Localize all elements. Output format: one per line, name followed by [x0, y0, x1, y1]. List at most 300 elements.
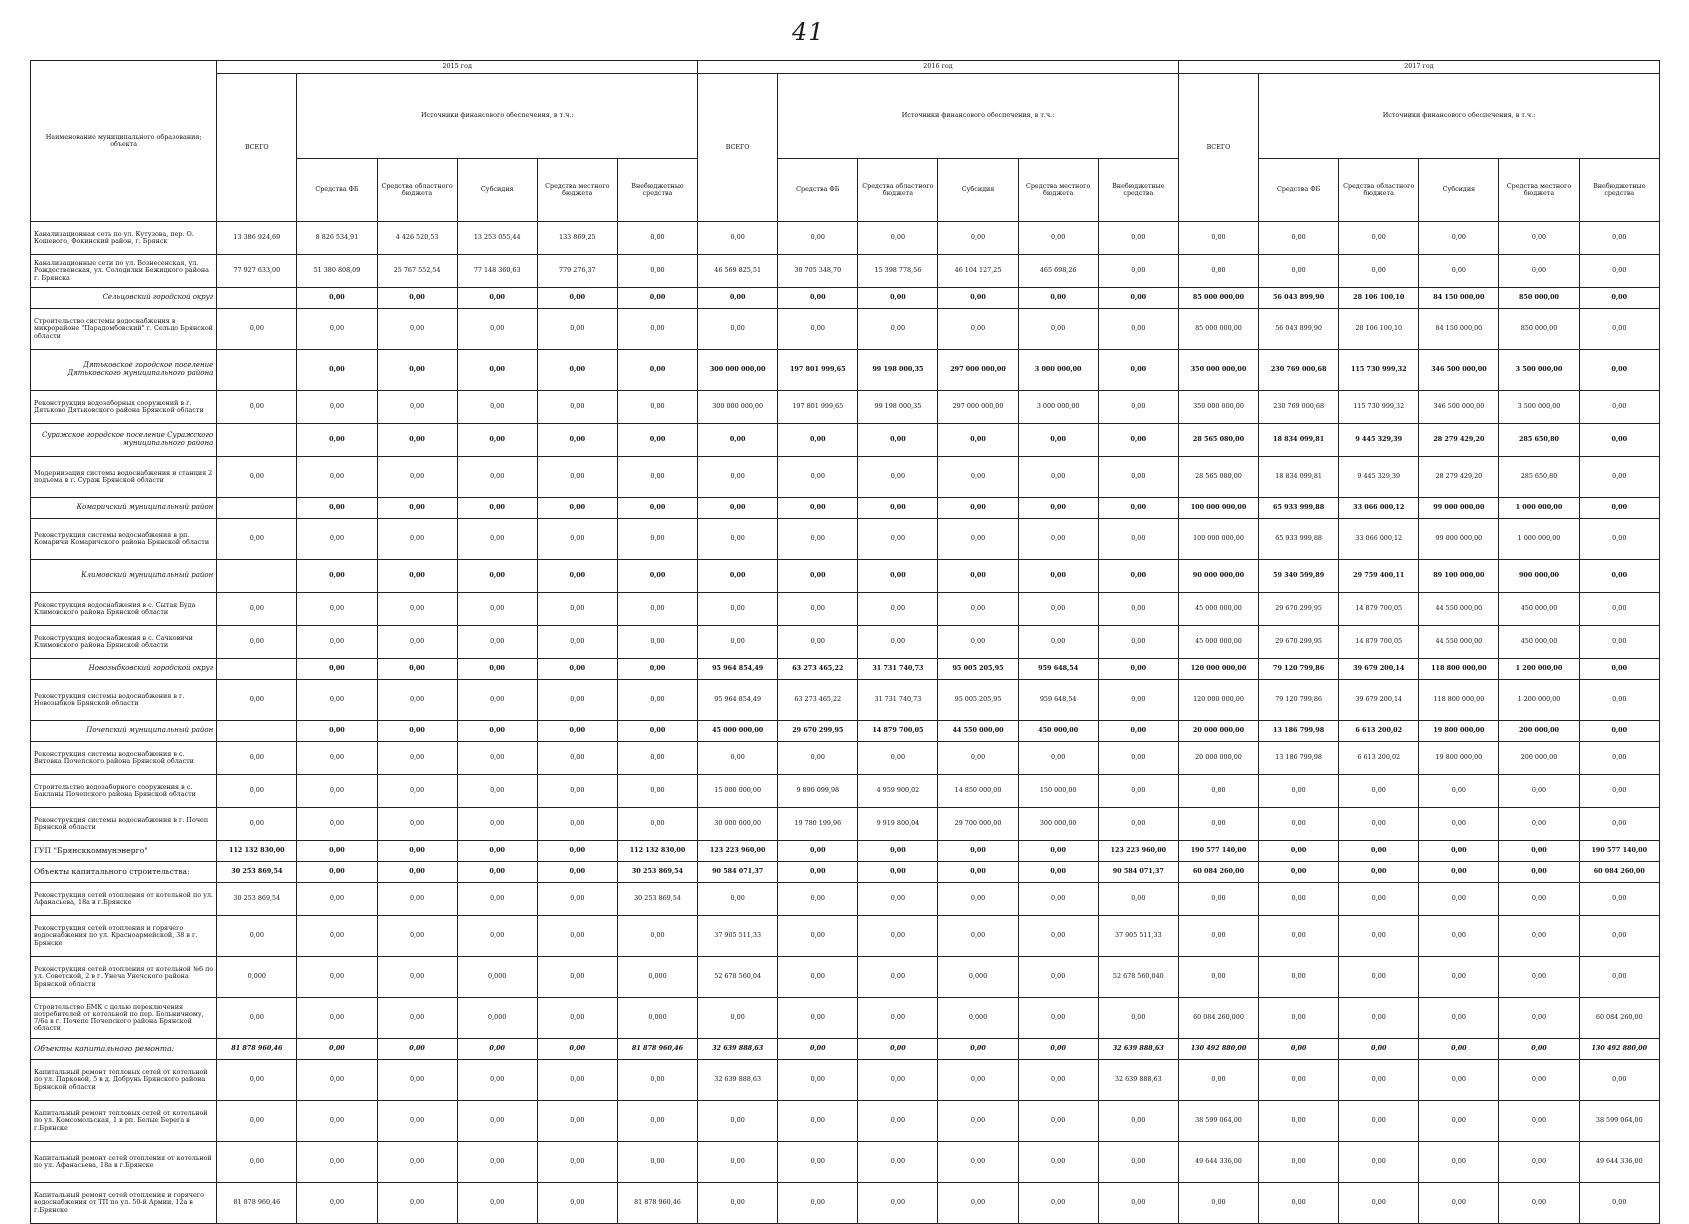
row-name-cell: Реконструкция сетей отопления от котельной по ул. Афанасьева, 18а в г.Брянске [31, 883, 217, 916]
value-cell: 32 639 888,63 [1098, 1060, 1178, 1101]
value-cell: 0,00 [1499, 808, 1579, 841]
value-cell: 0,00 [1018, 498, 1098, 519]
value-cell: 0,00 [1018, 841, 1098, 862]
value-cell: 0,00 [858, 957, 938, 998]
value-cell: 0,00 [698, 883, 778, 916]
value-cell: 0,00 [1259, 1039, 1339, 1060]
value-cell: 0,00 [1499, 1183, 1579, 1224]
table-body [31, 222, 1660, 1224]
year-header-2016: 2016 год [698, 61, 1179, 74]
value-cell: 0,000 [617, 998, 697, 1039]
value-cell: 28 565 080,00 [1178, 457, 1258, 498]
value-cell: 84 150 000,00 [1419, 288, 1499, 309]
value-cell: 0,00 [1018, 222, 1098, 255]
value-cell: 0,00 [938, 626, 1018, 659]
value-cell: 0,00 [938, 288, 1018, 309]
total-header-2017: ВСЕГО [1178, 74, 1258, 222]
value-cell: 0,00 [1339, 916, 1419, 957]
value-cell: 0,00 [1579, 775, 1659, 808]
value-cell: 0,00 [297, 457, 377, 498]
value-cell: 0,00 [537, 775, 617, 808]
value-cell: 0,00 [698, 742, 778, 775]
value-cell: 90 584 071,37 [698, 862, 778, 883]
value-cell: 0,00 [1579, 222, 1659, 255]
total-header-2016: ВСЕГО [698, 74, 778, 222]
row-name-cell: Реконструкция водоснабжения в с. Сытая Буда Климовского района Брянской области [31, 593, 217, 626]
value-cell: 0,00 [617, 742, 697, 775]
value-cell: 39 679 200,14 [1339, 659, 1419, 680]
row-name-cell: Реконструкция сетей отопления от котельной №6 по ул. Советской, 2 в г. Унеча Унечского района Брянской области [31, 957, 217, 998]
value-cell: 29 700 000,00 [938, 808, 1018, 841]
value-cell: 29 759 400,11 [1339, 560, 1419, 593]
value-cell: 0,00 [1018, 309, 1098, 350]
value-cell: 28 279 429,20 [1419, 424, 1499, 457]
subtotal-row [31, 498, 1660, 519]
value-cell: 0,00 [1499, 841, 1579, 862]
value-cell: 959 648,54 [1018, 659, 1098, 680]
value-cell: 0,00 [1499, 862, 1579, 883]
value-cell: 0,00 [858, 498, 938, 519]
value-cell: 0,00 [1098, 288, 1178, 309]
value-cell: 0,00 [778, 862, 858, 883]
value-cell: 0,00 [537, 626, 617, 659]
value-cell: 0,00 [377, 1060, 457, 1101]
value-cell: 49 644 336,00 [1579, 1142, 1659, 1183]
value-cell: 44 550 000,00 [1419, 593, 1499, 626]
value-cell: 0,00 [778, 916, 858, 957]
subtotal-row [31, 288, 1660, 309]
value-cell: 0,000 [938, 957, 1018, 998]
value-cell: 0,00 [537, 424, 617, 457]
col-local-2015: Средства местного бюджета [537, 159, 617, 222]
value-cell: 0,00 [1259, 1060, 1339, 1101]
value-cell: 65 933 999,88 [1259, 498, 1339, 519]
value-cell: 0,00 [1339, 1101, 1419, 1142]
value-cell: 0,00 [1098, 1101, 1178, 1142]
value-cell: 0,00 [858, 841, 938, 862]
value-cell: 0,00 [1098, 519, 1178, 560]
value-cell: 346 500 000,00 [1419, 391, 1499, 424]
value-cell: 0,00 [377, 957, 457, 998]
value-cell: 29 670 299,95 [1259, 593, 1339, 626]
value-cell: 0,00 [1018, 457, 1098, 498]
value-cell: 0,00 [778, 883, 858, 916]
table-header [31, 61, 1660, 222]
value-cell: 297 000 000,00 [938, 350, 1018, 391]
value-cell: 0,00 [617, 498, 697, 519]
table-row [31, 957, 1660, 998]
value-cell: 0,00 [698, 288, 778, 309]
value-cell: 230 769 000,68 [1259, 350, 1339, 391]
value-cell: 0,00 [297, 1060, 377, 1101]
value-cell: 0,00 [1499, 222, 1579, 255]
year-header-2015: 2015 год [217, 61, 698, 74]
row-name-cell: Реконструкция сетей отопления и горячего водоснабжения по ул. Красноармейской, 38 в г. Брянске [31, 916, 217, 957]
row-name-cell: Реконструкция системы водоснабжения в г. Новозыбков Брянской области [31, 680, 217, 721]
value-cell: 850 000,00 [1499, 288, 1579, 309]
row-name-cell: Климовский муниципальный район [31, 560, 217, 593]
value-cell: 0,00 [1579, 1060, 1659, 1101]
value-cell: 0,00 [1259, 883, 1339, 916]
row-name-cell: Комаричский муниципальный район [31, 498, 217, 519]
value-cell: 31 731 740,73 [858, 659, 938, 680]
value-cell: 0,00 [377, 916, 457, 957]
value-cell: 0,000 [457, 998, 537, 1039]
value-cell: 0,00 [778, 1183, 858, 1224]
value-cell: 0,00 [778, 519, 858, 560]
value-cell: 14 879 700,05 [1339, 593, 1419, 626]
value-cell: 0,00 [778, 457, 858, 498]
value-cell: 49 644 336,00 [1178, 1142, 1258, 1183]
value-cell: 0,00 [297, 721, 377, 742]
value-cell: 0,00 [938, 883, 1018, 916]
value-cell: 0,000 [457, 957, 537, 998]
value-cell: 112 132 830,00 [617, 841, 697, 862]
col-regional-2017: Средства областного бюджета [1339, 159, 1419, 222]
value-cell: 285 650,80 [1499, 424, 1579, 457]
value-cell: 0,00 [537, 680, 617, 721]
name-column-header: Наименование муниципального образования; объекта [31, 61, 217, 222]
value-cell: 0,00 [698, 519, 778, 560]
value-cell: 850 000,00 [1499, 309, 1579, 350]
value-cell: 0,00 [297, 883, 377, 916]
value-cell: 0,00 [1579, 288, 1659, 309]
value-cell: 0,00 [698, 222, 778, 255]
value-cell: 0,00 [537, 841, 617, 862]
value-cell: 0,00 [858, 998, 938, 1039]
value-cell: 0,00 [297, 1142, 377, 1183]
value-cell: 0,00 [1259, 1142, 1339, 1183]
value-cell [217, 721, 297, 742]
value-cell: 0,00 [377, 560, 457, 593]
value-cell: 0,00 [1098, 659, 1178, 680]
row-name-cell: Почепский муниципальный район [31, 721, 217, 742]
value-cell: 0,00 [1018, 288, 1098, 309]
value-cell: 60 084 260,00 [1178, 862, 1258, 883]
value-cell: 0,00 [698, 424, 778, 457]
group-row [31, 862, 1660, 883]
value-cell: 0,00 [1419, 1142, 1499, 1183]
value-cell: 0,00 [858, 862, 938, 883]
value-cell: 95 005 205,95 [938, 659, 1018, 680]
value-cell: 0,00 [217, 680, 297, 721]
value-cell: 0,00 [457, 742, 537, 775]
value-cell: 0,00 [377, 659, 457, 680]
value-cell: 65 933 999,88 [1259, 519, 1339, 560]
row-name-cell: Строительство БМК с целью переключения потребителей от котельной по пер. Больничному, 7/6а в г. Почепе Почепского района Брянской области [31, 998, 217, 1039]
value-cell: 0,00 [1579, 391, 1659, 424]
value-cell: 0,00 [778, 957, 858, 998]
value-cell: 0,00 [377, 1101, 457, 1142]
value-cell: 0,00 [1098, 222, 1178, 255]
value-cell: 3 500 000,00 [1499, 350, 1579, 391]
value-cell: 84 150 000,00 [1419, 309, 1499, 350]
value-cell: 300 000,00 [1018, 808, 1098, 841]
value-cell: 1 200 000,00 [1499, 659, 1579, 680]
value-cell: 0,00 [1579, 457, 1659, 498]
value-cell: 100 000 000,00 [1178, 498, 1258, 519]
value-cell: 0,00 [297, 519, 377, 560]
value-cell: 0,00 [537, 721, 617, 742]
row-name-cell: Реконструкция водозаборных сооружений в г. Дятьково Дятьковского района Брянской области [31, 391, 217, 424]
value-cell: 0,00 [457, 1142, 537, 1183]
value-cell: 77 148 360,63 [457, 255, 537, 288]
subtotal-row [31, 560, 1660, 593]
value-cell: 32 639 888,63 [698, 1060, 778, 1101]
value-cell: 0,00 [1018, 519, 1098, 560]
value-cell: 0,00 [1339, 775, 1419, 808]
value-cell: 0,00 [1018, 560, 1098, 593]
value-cell: 0,000 [938, 998, 1018, 1039]
value-cell: 0,00 [698, 593, 778, 626]
value-cell: 0,00 [1579, 659, 1659, 680]
value-cell: 0,00 [1579, 916, 1659, 957]
value-cell: 0,00 [457, 862, 537, 883]
value-cell: 0,00 [1339, 1142, 1419, 1183]
value-cell: 0,00 [537, 350, 617, 391]
value-cell: 0,00 [617, 626, 697, 659]
value-cell: 33 066 000,12 [1339, 498, 1419, 519]
value-cell: 28 279 429,20 [1419, 457, 1499, 498]
subtotal-row [31, 424, 1660, 457]
value-cell: 60 084 260,000 [1178, 998, 1258, 1039]
value-cell: 0,00 [1579, 1183, 1659, 1224]
value-cell: 13 186 799,98 [1259, 742, 1339, 775]
value-cell: 0,00 [457, 808, 537, 841]
value-cell: 0,00 [1098, 1142, 1178, 1183]
value-cell: 85 000 000,00 [1178, 309, 1258, 350]
value-cell: 465 698,26 [1018, 255, 1098, 288]
value-cell: 0,00 [297, 742, 377, 775]
value-cell: 900 000,00 [1499, 560, 1579, 593]
value-cell: 44 550 000,00 [938, 721, 1018, 742]
value-cell: 0,00 [617, 775, 697, 808]
value-cell: 0,00 [858, 1039, 938, 1060]
value-cell: 450 000,00 [1018, 721, 1098, 742]
col-local-2017: Средства местного бюджета [1499, 159, 1579, 222]
value-cell: 0,00 [537, 998, 617, 1039]
value-cell: 0,00 [858, 519, 938, 560]
value-cell: 0,00 [297, 560, 377, 593]
value-cell: 779 276,37 [537, 255, 617, 288]
value-cell: 350 000 000,00 [1178, 350, 1258, 391]
value-cell: 112 132 830,00 [217, 841, 297, 862]
value-cell: 32 639 888,63 [1098, 1039, 1178, 1060]
value-cell: 0,00 [537, 1142, 617, 1183]
value-cell: 0,00 [1098, 775, 1178, 808]
row-name-cell: Объекты капитального ремонта: [31, 1039, 217, 1060]
value-cell: 115 730 999,32 [1339, 350, 1419, 391]
table-row [31, 519, 1660, 560]
col-regional-2015: Средства областного бюджета [377, 159, 457, 222]
value-cell: 79 120 799,86 [1259, 680, 1339, 721]
value-cell: 3 000 000,00 [1018, 391, 1098, 424]
value-cell: 0,00 [1419, 255, 1499, 288]
value-cell: 0,00 [617, 424, 697, 457]
value-cell: 0,00 [1098, 424, 1178, 457]
value-cell: 0,00 [537, 808, 617, 841]
value-cell: 0,00 [297, 288, 377, 309]
value-cell: 52 678 560,040 [1098, 957, 1178, 998]
value-cell: 130 492 880,00 [1579, 1039, 1659, 1060]
value-cell: 285 650,80 [1499, 457, 1579, 498]
value-cell: 0,00 [297, 659, 377, 680]
value-cell: 0,00 [1178, 1060, 1258, 1101]
value-cell: 0,00 [457, 519, 537, 560]
value-cell: 0,00 [377, 457, 457, 498]
value-cell: 0,00 [617, 1101, 697, 1142]
value-cell: 0,00 [617, 721, 697, 742]
value-cell: 0,00 [297, 626, 377, 659]
value-cell: 0,00 [778, 288, 858, 309]
value-cell: 0,00 [1018, 1101, 1098, 1142]
value-cell: 0,00 [217, 1101, 297, 1142]
value-cell: 0,00 [1419, 841, 1499, 862]
value-cell: 0,00 [457, 883, 537, 916]
value-cell: 0,00 [297, 391, 377, 424]
value-cell: 0,00 [1018, 593, 1098, 626]
value-cell: 0,00 [457, 391, 537, 424]
value-cell: 0,00 [1499, 1142, 1579, 1183]
table-row [31, 309, 1660, 350]
value-cell: 77 927 633,00 [217, 255, 297, 288]
value-cell: 0,00 [377, 519, 457, 560]
value-cell: 0,00 [1419, 883, 1499, 916]
value-cell: 0,00 [1579, 498, 1659, 519]
table-row [31, 1183, 1660, 1224]
value-cell: 0,00 [377, 883, 457, 916]
value-cell: 0,00 [1098, 808, 1178, 841]
value-cell: 0,00 [938, 742, 1018, 775]
value-cell: 0,00 [457, 457, 537, 498]
value-cell: 0,00 [858, 883, 938, 916]
table-row [31, 1101, 1660, 1142]
value-cell: 0,00 [858, 457, 938, 498]
value-cell: 0,00 [1579, 680, 1659, 721]
value-cell: 0,00 [1579, 350, 1659, 391]
value-cell: 0,00 [698, 1101, 778, 1142]
value-cell: 300 000 000,00 [698, 391, 778, 424]
value-cell: 0,00 [858, 742, 938, 775]
value-cell: 95 005 205,95 [938, 680, 1018, 721]
value-cell: 0,00 [457, 626, 537, 659]
value-cell: 0,00 [938, 862, 1018, 883]
value-cell: 0,00 [1098, 309, 1178, 350]
value-cell: 44 550 000,00 [1419, 626, 1499, 659]
value-cell: 123 223 960,00 [698, 841, 778, 862]
value-cell: 0,000 [617, 957, 697, 998]
value-cell: 0,00 [377, 1039, 457, 1060]
value-cell: 81 878 960,46 [217, 1183, 297, 1224]
value-cell: 0,00 [1018, 916, 1098, 957]
table-row [31, 1142, 1660, 1183]
table-row [31, 391, 1660, 424]
value-cell: 197 801 999,65 [778, 350, 858, 391]
value-cell: 0,00 [1419, 998, 1499, 1039]
value-cell: 115 730 999,32 [1339, 391, 1419, 424]
value-cell: 30 253 869,54 [217, 883, 297, 916]
value-cell: 0,00 [778, 498, 858, 519]
value-cell: 0,00 [938, 1060, 1018, 1101]
value-cell: 46 104 127,25 [938, 255, 1018, 288]
value-cell: 0,00 [1018, 742, 1098, 775]
value-cell: 0,00 [297, 593, 377, 626]
year-header-2017: 2017 год [1178, 61, 1659, 74]
value-cell: 130 492 880,00 [1178, 1039, 1258, 1060]
value-cell: 0,00 [1419, 1060, 1499, 1101]
value-cell: 0,00 [858, 560, 938, 593]
value-cell: 0,00 [297, 841, 377, 862]
row-name-cell: Реконструкция системы водоснабжения в г. Почеп Брянской области [31, 808, 217, 841]
value-cell: 0,00 [377, 309, 457, 350]
value-cell: 0,00 [858, 1183, 938, 1224]
value-cell: 0,00 [537, 957, 617, 998]
table-row [31, 742, 1660, 775]
value-cell: 0,00 [1098, 680, 1178, 721]
col-subsidy-2015: Субсидия [457, 159, 537, 222]
value-cell: 0,00 [617, 916, 697, 957]
value-cell: 0,00 [217, 391, 297, 424]
value-cell: 0,00 [778, 1101, 858, 1142]
value-cell: 350 000 000,00 [1178, 391, 1258, 424]
value-cell: 0,00 [1579, 560, 1659, 593]
row-name-cell: Модернизация системы водоснабжения и станция 2 подъема в г. Сураж Брянской области [31, 457, 217, 498]
row-name-cell: Канализационная сеть по ул. Кутузова, пер. О. Кошевого, Фокинский район, г. Брянск [31, 222, 217, 255]
subtotal-row [31, 721, 1660, 742]
value-cell: 0,00 [698, 626, 778, 659]
value-cell: 0,00 [1259, 998, 1339, 1039]
value-cell: 95 964 854,49 [698, 659, 778, 680]
value-cell: 28 106 100,10 [1339, 309, 1419, 350]
value-cell: 0,00 [698, 1183, 778, 1224]
value-cell: 0,00 [457, 1101, 537, 1142]
row-name-cell: Реконструкция водоснабжения в с. Сачковичи Климовского района Брянской области [31, 626, 217, 659]
value-cell: 9 445 329,39 [1339, 424, 1419, 457]
value-cell: 346 500 000,00 [1419, 350, 1499, 391]
value-cell: 0,00 [217, 1060, 297, 1101]
value-cell: 0,00 [1339, 1039, 1419, 1060]
value-cell: 0,00 [1018, 998, 1098, 1039]
table-row [31, 255, 1660, 288]
value-cell: 0,00 [537, 883, 617, 916]
value-cell: 0,00 [1499, 998, 1579, 1039]
row-name-cell: Дятьковское городское поселение Дятьковского муниципального района [31, 350, 217, 391]
value-cell: 0,00 [537, 288, 617, 309]
value-cell: 0,00 [297, 498, 377, 519]
value-cell: 200 000,00 [1499, 721, 1579, 742]
value-cell: 0,00 [778, 1039, 858, 1060]
value-cell: 81 878 960,46 [617, 1039, 697, 1060]
value-cell: 0,00 [617, 1060, 697, 1101]
value-cell: 0,00 [297, 309, 377, 350]
value-cell: 0,00 [938, 424, 1018, 457]
value-cell: 0,00 [457, 560, 537, 593]
value-cell: 0,00 [1259, 775, 1339, 808]
value-cell: 95 964 854,49 [698, 680, 778, 721]
table-row [31, 457, 1660, 498]
value-cell: 118 800 000,00 [1419, 659, 1499, 680]
value-cell: 63 273 465,22 [778, 659, 858, 680]
value-cell: 0,00 [1579, 808, 1659, 841]
value-cell: 0,00 [778, 222, 858, 255]
value-cell: 0,00 [1339, 1183, 1419, 1224]
value-cell: 0,00 [938, 1101, 1018, 1142]
value-cell: 0,00 [1098, 457, 1178, 498]
value-cell: 0,00 [1419, 916, 1499, 957]
row-name-cell: ГУП "Брянсккоммунэнерго" [31, 841, 217, 862]
value-cell: 0,00 [617, 391, 697, 424]
sources-header-2016: Источники финансового обеспечения, в т.ч.: [778, 74, 1179, 159]
